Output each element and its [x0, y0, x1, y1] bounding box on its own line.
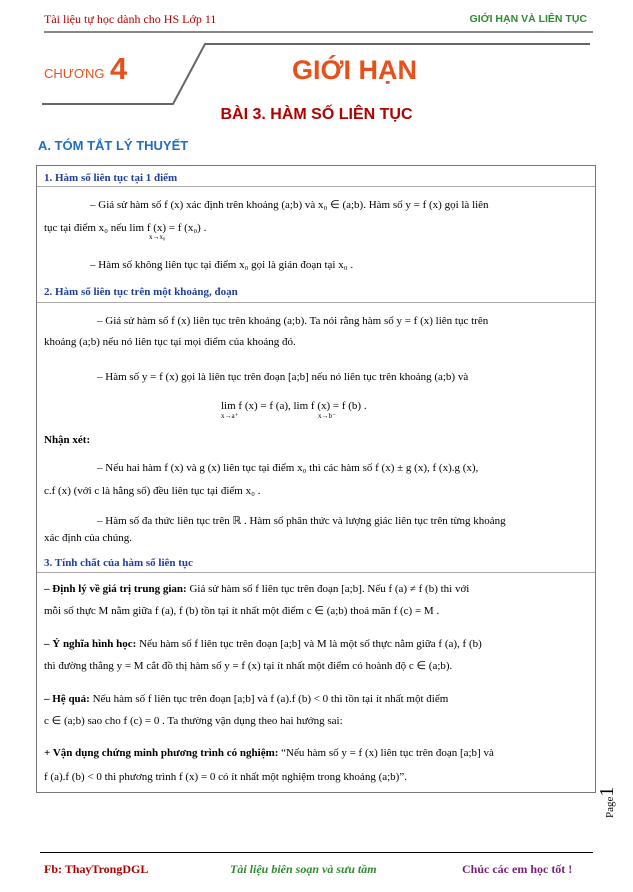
s3-paragraph-2a-text: Nếu hàm số f liên tục trên đoạn [a;b] và M là một số thực nằm giữa f (a), f (b): [136, 638, 482, 650]
separator: [37, 572, 595, 573]
s3-paragraph-1b: mỗi số thực M nằm giữa f (a), f (b) tồn tại ít nhất một điểm c ∈ (a;b) thoả mãn f (c) = M .: [44, 605, 440, 617]
separator: [37, 186, 595, 187]
footer-right: Chúc các em học tốt !: [462, 862, 573, 876]
s3-theorem-label: – Định lý về giá trị trung gian:: [44, 583, 187, 595]
header-right-text: GIỚI HẠN VÀ LIÊN TỤC: [469, 13, 587, 25]
footer-center: Tài liệu biên soạn và sưu tầm: [230, 862, 377, 876]
remark-paragraph-1b: c.f (x) (với c là hằng số) đều liên tục tại điểm x₀ .: [44, 485, 261, 497]
subsection-1-title: 1. Hàm số liên tục tại 1 điểm: [44, 172, 178, 184]
page-number: [596, 782, 616, 818]
separator: [37, 302, 595, 303]
s3-corollary-label: – Hệ quả:: [44, 693, 90, 705]
chapter-title: GIỚI HẠN: [292, 55, 418, 85]
remark-paragraph-2b: xác định của chúng.: [44, 532, 132, 544]
s2-limit-subscript-b: x→b⁻: [318, 412, 336, 420]
s2-limit-formula: lim f (x) = f (a), lim f (x) = f (b) .: [221, 400, 367, 412]
s3-paragraph-4a-text: “Nếu hàm số y = f (x) liên tục trên đoạn [a;b] và: [278, 747, 494, 759]
s1-paragraph-1a: – Giả sử hàm số f (x) xác định trên khoảng (a;b) và x₀ ∈ (a;b). Hàm số y = f (x) gọi là liên: [90, 199, 489, 211]
s3-paragraph-2b: thì đường thẳng y = M cắt đồ thị hàm số y = f (x) tại ít nhất một điểm có hoành độ c ∈ (a;b).: [44, 660, 453, 672]
header-divider: [44, 31, 593, 33]
s1-limit-subscript: x→x₀: [149, 233, 166, 241]
page-label: Page: [604, 796, 616, 818]
s1-paragraph-2: – Hàm số không liên tục tại điểm x₀ gọi là gián đoạn tại x₀ .: [90, 259, 354, 271]
remark-paragraph-2a: – Hàm số đa thức liên tục trên ℝ . Hàm số phân thức và lượng giác liên tục trên từng khoảng: [97, 515, 506, 527]
remark-paragraph-1a: – Nếu hai hàm f (x) và g (x) liên tục tại điểm x₀ thì các hàm số f (x) ± g (x), f (x).g (x),: [97, 462, 479, 474]
remark-title: Nhận xét:: [44, 434, 91, 446]
s3-paragraph-4a: [44, 746, 494, 760]
s2-paragraph-1b: khoảng (a;b) nếu nó liên tục tại mọi điểm của khoảng đó.: [44, 336, 296, 348]
s3-geometric-label: – Ý nghĩa hình học:: [44, 638, 137, 650]
s3-paragraph-3a: [44, 692, 448, 706]
s3-paragraph-2a: [44, 637, 482, 651]
chapter-label: CHƯƠNG: [44, 66, 105, 81]
header-left-text: Tài liệu tự học dành cho HS Lớp 11: [44, 12, 217, 26]
s3-paragraph-1a: [44, 582, 469, 596]
section-heading: A. TÓM TẮT LÝ THUYẾT: [38, 138, 189, 153]
s1-paragraph-1b: tục tại điểm x₀ nếu lim f (x) = f (x₀) .: [44, 222, 207, 234]
s3-paragraph-4b: f (a).f (b) < 0 thì phương trình f (x) = 0 có ít nhất một nghiệm trong khoảng (a;b)”.: [44, 771, 407, 783]
chapter-number: 4: [110, 51, 128, 86]
footer-divider: [40, 852, 593, 853]
s3-paragraph-3a-text: Nếu hàm số f liên tục trên đoạn [a;b] và f (a).f (b) < 0 thì tồn tại ít nhất một điểm: [89, 693, 449, 705]
footer-facebook: Fb: ThayTrongDGL: [44, 862, 149, 876]
s2-limit-subscript-a: x→a⁺: [221, 412, 239, 420]
lesson-title: BÀI 3. HÀM SỐ LIÊN TỤC: [220, 106, 413, 123]
s3-paragraph-3b: c ∈ (a;b) sao cho f (c) = 0 . Ta thường vận dụng theo hai hướng sai:: [44, 715, 343, 727]
s2-paragraph-1a: – Giả sử hàm số f (x) liên tục trên khoảng (a;b). Ta nói rằng hàm số y = f (x) liên tục trên: [97, 315, 489, 327]
s3-application-label: + Vận dụng chứng minh phương trình có nghiệm:: [44, 747, 279, 759]
s3-paragraph-1a-text: Giả sử hàm số f liên tục trên đoạn [a;b]. Nếu f (a) ≠ f (b) thì với: [186, 583, 470, 595]
subsection-3-title: 3. Tính chất của hàm số liên tục: [44, 557, 193, 569]
page-number-value: 1: [596, 786, 618, 797]
subsection-2-title: 2. Hàm số liên tục trên một khoảng, đoạn: [44, 286, 238, 298]
s2-paragraph-2: – Hàm số y = f (x) gọi là liên tục trên đoạn [a;b] nếu nó liên tục trên khoảng (a;b) và: [97, 371, 469, 383]
